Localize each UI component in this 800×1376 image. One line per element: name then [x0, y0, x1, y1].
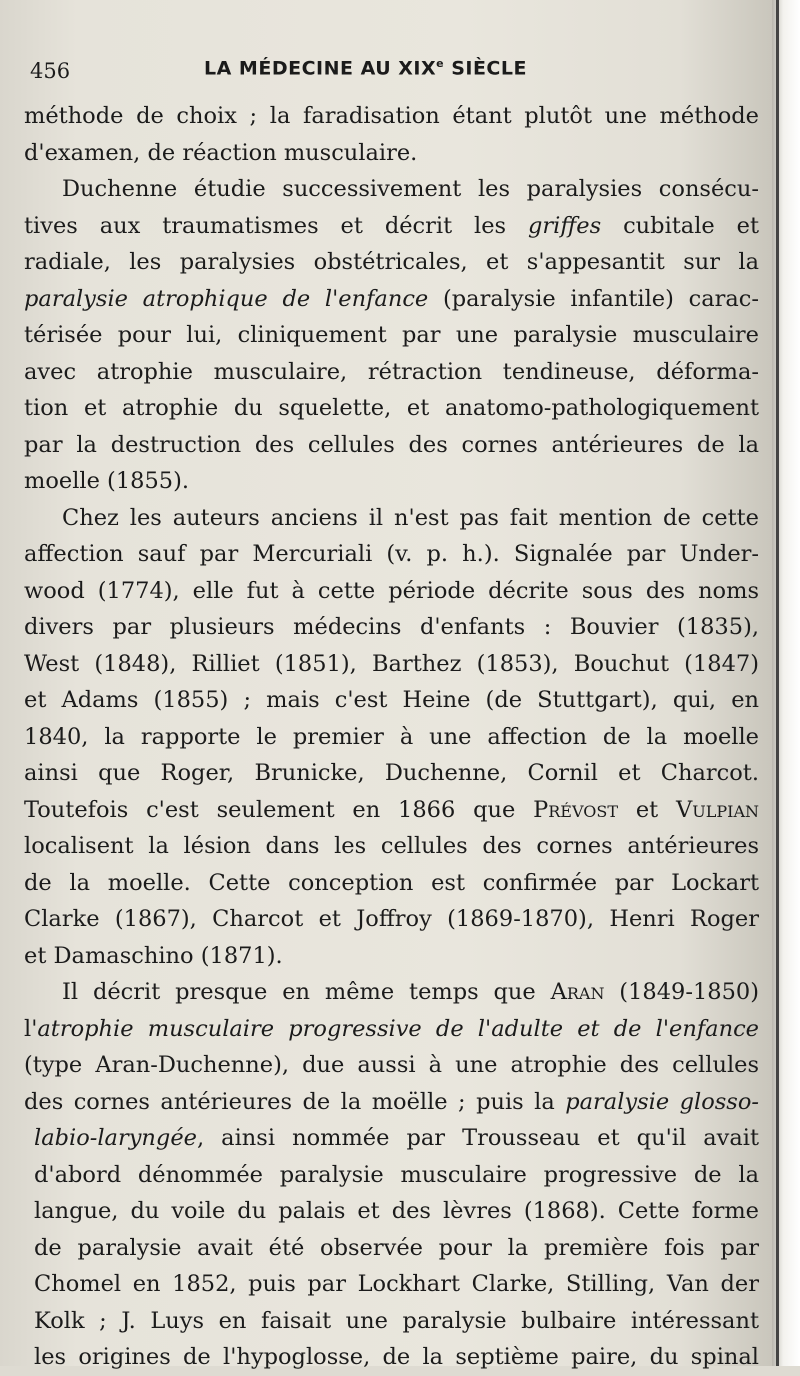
text-line: radiale, les paralysies obstétricales, et s'appesantit sur la	[24, 249, 759, 275]
text-line: affection sauf par Mercuriali (v. p. h.). Signalée par Under-	[24, 541, 759, 567]
text-line	[24, 1084, 759, 1121]
text-line: d'examen, de réaction musculaire.	[24, 139, 418, 166]
text-line: Chomel en 1852, puis par Lockhart Clarke, Stilling, Van der	[34, 1271, 759, 1297]
text-line: localisent la lésion dans les cellules des cornes antérieures	[24, 833, 759, 859]
text-line: par la destruction des cellules des cornes antérieures de la	[24, 431, 759, 458]
text-segment: et	[618, 796, 676, 823]
italic-term: paralysie atrophique de l'enfance	[24, 285, 429, 312]
running-title-main: LA MÉDECINE AU XIX	[204, 57, 437, 80]
text-line	[24, 792, 759, 829]
text-line: wood (1774), elle fut à cette période décrite sous des noms	[24, 577, 759, 604]
italic-term: griffes	[528, 212, 602, 239]
italic-term: paralysie glosso-	[565, 1088, 760, 1115]
text-line	[24, 208, 759, 245]
text-segment: (paralysie infantile) carac-	[428, 285, 759, 312]
text-line: avec atrophie musculaire, rétraction tendineuse, déforma-	[24, 358, 759, 385]
text-line: 1840, la rapporte le premier à une affection de la moelle	[24, 723, 759, 750]
running-title-superscript: e	[436, 57, 445, 70]
text-line: Kolk ; J. Luys en faisait une paralysie bulbaire intéressant	[34, 1307, 759, 1334]
body-text	[24, 98, 759, 1376]
italic-term: labio-laryngée	[34, 1125, 197, 1151]
text-line: térisée pour lui, cliniquement par une paralysie musculaire	[24, 322, 759, 348]
text-line	[24, 281, 759, 318]
text-line: Chez les auteurs anciens il n'est pas fait mention de cette	[62, 504, 759, 531]
italic-term: atrophie musculaire progressive de l'adulte et de l'enfance	[37, 1015, 759, 1042]
binding-shadow	[776, 0, 779, 1366]
text-line: moelle (1855).	[24, 468, 190, 494]
text-line: divers par plusieurs médecins d'enfants : Bouvier (1835),	[24, 614, 759, 640]
text-line	[24, 1011, 759, 1048]
text-line: de la moelle. Cette conception est confirmée par Lockart	[24, 869, 759, 896]
text-line	[24, 974, 759, 1011]
text-segment: Toutefois c'est seulement en 1866 que	[24, 796, 534, 823]
text-line: (type Aran-Duchenne), due aussi à une atrophie des cellules	[24, 1052, 759, 1078]
running-title	[204, 57, 527, 79]
text-line: Clarke (1867), Charcot et Joffroy (1869-1870), Henri Roger	[24, 906, 759, 932]
text-segment: l'	[24, 1015, 38, 1042]
text-segment: Il décrit presque en même temps que	[62, 979, 551, 1005]
text-line: West (1848), Rilliet (1851), Barthez (1853), Bouchut (1847)	[24, 650, 759, 677]
text-line: langue, du voile du palais et des lèvres (1868). Cette forme	[34, 1198, 759, 1224]
page-header	[30, 55, 740, 85]
text-segment: (1849-1850)	[604, 979, 759, 1005]
author-name: Prévost	[533, 796, 619, 823]
text-line: et Adams (1855) ; mais c'est Heine (de Stuttgart), qui, en	[24, 687, 759, 713]
text-line: méthode de choix ; la faradisation étant plutôt une méthode	[24, 103, 759, 129]
author-name: Vulpian	[676, 796, 759, 823]
text-line: les origines de l'hypoglosse, de la septième paire, du spinal	[34, 1344, 759, 1370]
text-segment: tives aux traumatismes et décrit les	[24, 212, 528, 239]
text-segment: des cornes antérieures de la moëlle ; puis la	[24, 1088, 566, 1115]
running-title-end: SIÈCLE	[444, 57, 527, 80]
text-line: Duchenne étudie successivement les paralysies consécu-	[62, 176, 759, 202]
text-segment: cubitale et	[601, 212, 759, 239]
author-name: Aran	[550, 979, 605, 1005]
text-line: ainsi que Roger, Brunicke, Duchenne, Cornil et Charcot.	[24, 760, 759, 786]
text-line: de paralysie avait été observée pour la première fois par	[34, 1234, 759, 1261]
text-line: tion et atrophie du squelette, et anatomo-pathologiquement	[24, 395, 759, 421]
text-segment: , ainsi nommée par Trousseau et qu'il avait	[196, 1125, 759, 1151]
page-number: 456	[30, 59, 71, 83]
text-line	[24, 1120, 759, 1157]
text-line: et Damaschino (1871).	[24, 942, 283, 969]
text-line: d'abord dénommée paralysie musculaire progressive de la	[34, 1161, 759, 1188]
